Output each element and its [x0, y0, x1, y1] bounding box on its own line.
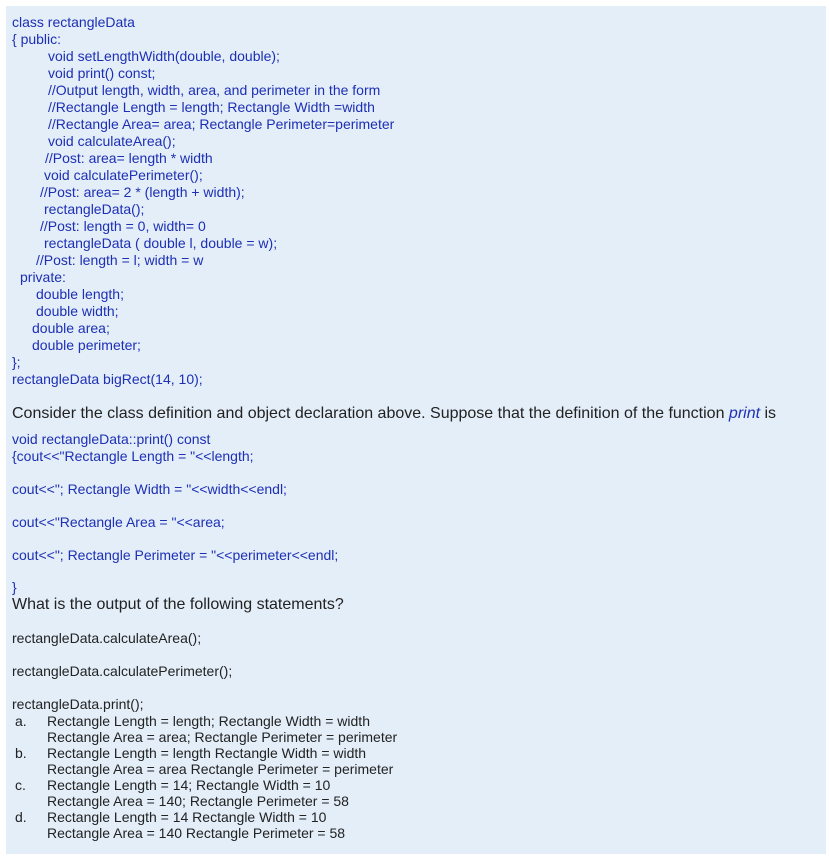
code-line: {cout<<"Rectangle Length = "<<length;: [12, 448, 254, 464]
option-line: Rectangle Length = length Rectangle Width = width: [47, 745, 367, 761]
code-line: double area;: [32, 320, 110, 336]
code-line: cout<<"; Rectangle Perimeter = "<<perimeter<<endl;: [12, 547, 339, 563]
option-line: Rectangle Area = 140 Rectangle Perimeter = 58: [47, 825, 346, 841]
question-text: Consider the class definition and object declaration above. Suppose that the definition of the function print is: [12, 405, 777, 422]
code-line: rectangleData bigRect(14, 10);: [12, 371, 203, 387]
code-line: //Post: length = 0, width= 0: [40, 218, 206, 234]
code-line: //Rectangle Area= area; Rectangle Perimeter=perimeter: [48, 116, 395, 132]
option-letter: b.: [15, 745, 27, 761]
function-name-emphasis: print: [728, 405, 761, 422]
option-line: Rectangle Length = 14 Rectangle Width = 10: [47, 809, 327, 825]
code-line: //Post: area= length * width: [45, 150, 213, 166]
code-line: private:: [20, 269, 66, 285]
option-letter: d.: [15, 809, 27, 825]
code-line: rectangleData ( double l, double = w);: [44, 235, 278, 251]
code-line: cout<<"Rectangle Area = "<<area;: [12, 514, 225, 530]
option-line: Rectangle Length = length; Rectangle Width = width: [47, 713, 370, 729]
code-line: void print() const;: [48, 65, 156, 81]
statement-line: rectangleData.calculateArea();: [12, 630, 202, 646]
code-line: };: [12, 354, 21, 370]
code-line: //Post: length = l; width = w: [36, 252, 204, 268]
code-line: void rectangleData::print() const: [12, 431, 211, 447]
question-prompt: What is the output of the following statements?: [12, 596, 344, 613]
question-card: [6, 6, 826, 854]
option-line: Rectangle Length = 14; Rectangle Width = 10: [47, 777, 331, 793]
option-line: Rectangle Area = 140; Rectangle Perimeter = 58: [47, 793, 349, 809]
code-line: void calculatePerimeter();: [44, 167, 203, 183]
option-letter: a.: [15, 713, 27, 729]
code-line: double perimeter;: [32, 337, 141, 353]
code-line: }: [12, 579, 17, 595]
code-line: class rectangleData: [12, 14, 135, 30]
option-line: Rectangle Area = area; Rectangle Perimeter = perimeter: [47, 729, 398, 745]
code-line: double length;: [36, 286, 124, 302]
option-line: Rectangle Area = area Rectangle Perimeter = perimeter: [47, 761, 394, 777]
code-line: rectangleData();: [44, 201, 145, 217]
statement-line: rectangleData.calculatePerimeter();: [12, 663, 233, 679]
code-line: //Rectangle Length = length; Rectangle Width =width: [48, 99, 375, 115]
code-line: //Output length, width, area, and perimeter in the form: [48, 82, 381, 98]
code-line: void setLengthWidth(double, double);: [48, 48, 280, 64]
statement-line: rectangleData.print();: [12, 696, 144, 712]
code-line: void calculateArea();: [48, 133, 176, 149]
code-line: { public:: [12, 31, 62, 47]
code-line: //Post: area= 2 * (length + width);: [40, 184, 245, 200]
code-line: cout<<"; Rectangle Width = "<<width<<endl;: [12, 481, 287, 497]
option-letter: c.: [15, 777, 26, 793]
code-line: double width;: [36, 303, 119, 319]
